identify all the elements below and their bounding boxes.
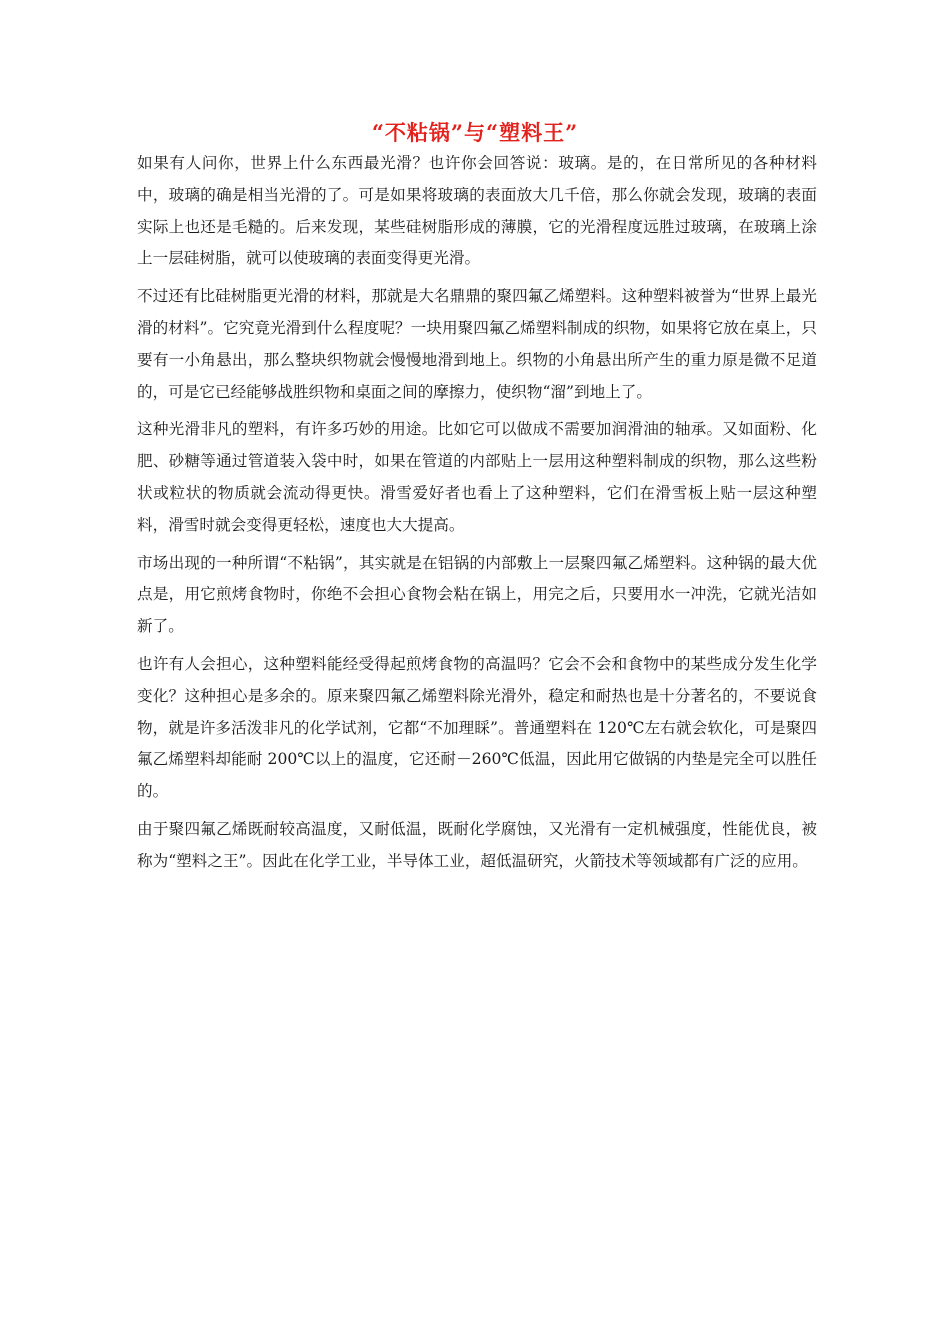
document-title: “不粘锅”与“塑料王” — [371, 120, 579, 145]
document-body — [137, 148, 817, 884]
paragraph-5: 也许有人会担心，这种塑料能经受得起煎烤食物的高温吗？它会不会和食物中的某些成分发生化学变化？这种担心是多余的。原来聚四氟乙烯塑料除光滑外，稳定和耐热也是十分著名的，不要说食物，就是许多活泼非凡的化学试剂，它都“不加理睬”。普通塑料在 120℃左右就会软化，可是聚四氟乙烯塑料却能耐 200℃以上的温度，它还耐－260℃低温，因此用它做锅的内垫是完全可以胜任的。 — [137, 654, 817, 801]
paragraph-3: 这种光滑非凡的塑料，有许多巧妙的用途。比如它可以做成不需要加润滑油的轴承。又如面粉、化肥、砂糖等通过管道装入袋中时，如果在管道的内部贴上一层用这种塑料制成的织物，那么这些粉状或粒状的物质就会流动得更快。滑雪爱好者也看上了这种塑料，它们在滑雪板上贴一层这种塑料，滑雪时就会变得更轻松，速度也大大提高。 — [137, 420, 817, 534]
paragraph-4: 市场出现的一种所谓“不粘锅”，其实就是在铝锅的内部敷上一层聚四氟乙烯塑料。这种锅的最大优点是，用它煎烤食物时，你绝不会担心食物会粘在锅上，用完之后，只要用水一冲洗，它就光洁如新了。 — [137, 553, 817, 636]
paragraph-6: 由于聚四氟乙烯既耐较高温度，又耐低温，既耐化学腐蚀，又光滑有一定机械强度，性能优良，被称为“塑料之王”。因此在化学工业，半导体工业，超低温研究，火箭技术等领域都有广泛的应用。 — [137, 819, 817, 870]
paragraph-1: 如果有人问你，世界上什么东西最光滑？也许你会回答说：玻璃。是的，在日常所见的各种材料中，玻璃的确是相当光滑的了。可是如果将玻璃的表面放大几千倍，那么你就会发现，玻璃的表面实际上也还是毛糙的。后来发现，某些硅树脂形成的薄膜，它的光滑程度远胜过玻璃，在玻璃上涂上一层硅树脂，就可以使玻璃的表面变得更光滑。 — [137, 154, 817, 268]
paragraph-2: 不过还有比硅树脂更光滑的材料，那就是大名鼎鼎的聚四氟乙烯塑料。这种塑料被誉为“世界上最光滑的材料”。它究竟光滑到什么程度呢？一块用聚四氟乙烯塑料制成的织物，如果将它放在桌上，只要有一小角悬出，那么整块织物就会慢慢地滑到地上。织物的小角悬出所产生的重力原是微不足道的，可是它已经能够战胜织物和桌面之间的摩擦力，使织物“溜”到地上了。 — [137, 287, 817, 401]
